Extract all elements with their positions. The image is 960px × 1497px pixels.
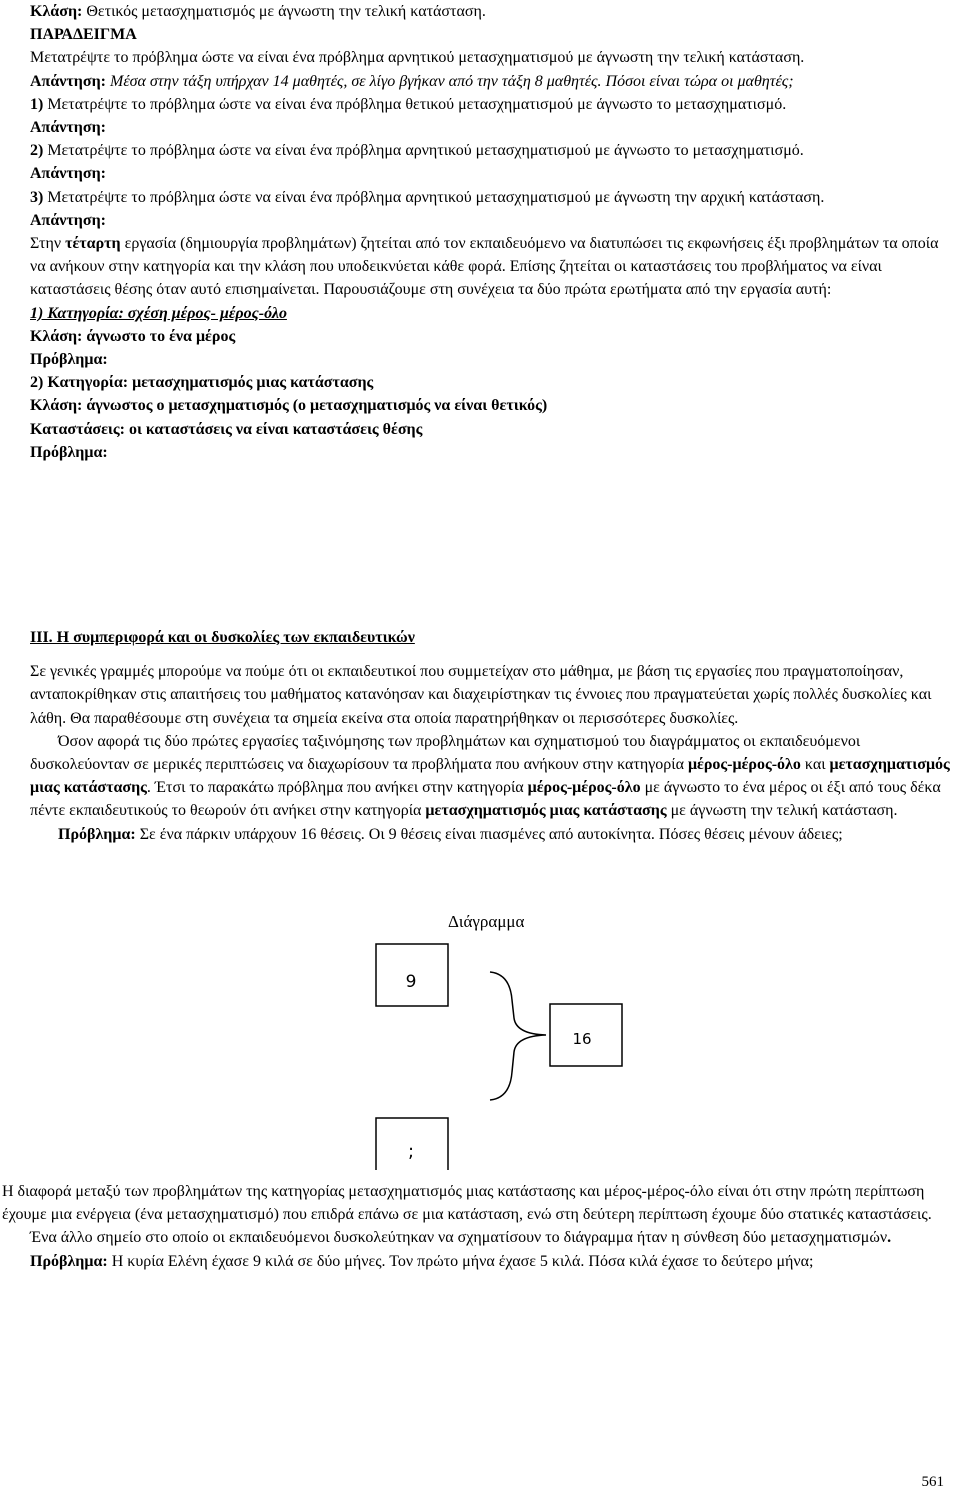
p2-b3: μέρος-μέρος-όλο (527, 779, 641, 797)
answer-3 (30, 209, 950, 232)
diagram-caption: Διάγραμμα (448, 912, 525, 931)
diagram-svg (340, 900, 700, 1170)
top-section (30, 0, 950, 464)
section-3-problem (30, 823, 950, 846)
item-2-states (30, 418, 950, 441)
question-1 (30, 93, 950, 116)
answer-2-label: Απάντηση: (30, 165, 106, 183)
question-3-text: Μετατρέψτε το πρόβλημα ώστε να είναι ένα πρόβλημα αρνητικού μετασχηματισμού με άγνωστη την αρχική κατάσταση. (43, 188, 825, 206)
item-1-class-text: Κλάση: άγνωστο το ένα μέρος (30, 327, 236, 345)
p2-f: με άγνωστη την τελική κατάσταση. (666, 802, 898, 820)
after-problem (30, 1250, 960, 1273)
p2-a: Όσον αφορά τις δύο πρώτες εργασίες ταξινόμησης των προβλημάτων και σχηματισμού του διαγράμματος οι εκπαιδευόμενοι δυσκολεύονταν σε μερικές περιπτώσεις να διαχωρίσουν τα προβλήματα που ανήκουν στην κατηγορία (30, 732, 861, 774)
answer-label: Απάντηση: (30, 72, 106, 90)
question-2-num: 2) (30, 142, 44, 160)
question-1-num: 1) (30, 95, 44, 113)
fourth-task-paragraph (30, 232, 950, 302)
p2-d: . Έτσι το παρακάτω πρόβλημα που ανήκει στην κατηγορία (146, 779, 528, 797)
fourth-p-rest: εργασία (δημιουργία προβλημάτων) ζητείται από τον εκπαιδευόμενο να διατυπώσει τις εκφωνήσεις έξι προβλημάτων τα οποία να ανήκουν στην κατηγορία και την κλάση που υποδεικνύεται κάθε φορά. Επίσης ζητείται οι καταστάσεις του προβλήματος να είναι καταστάσεις θέσης όταν αυτό επισημαίνεται. Παρουσιάζουμε στη συνέχεια τα δύο πρώτα ερωτήματα από την εργασία αυτή: (30, 235, 939, 299)
problem-label: Πρόβλημα: (58, 825, 136, 843)
question-1-text: Μετατρέψτε το πρόβλημα ώστε να είναι ένα πρόβλημα θετικού μετασχηματισμού με άγνωστο το μετασχηματισμό. (43, 95, 787, 113)
brace (490, 972, 546, 1100)
question-2 (30, 139, 950, 162)
box-whole-label: 16 (572, 1030, 592, 1048)
item-1-category-text: 1) Κατηγορία: σχέση μέρος- μέρος-όλο (30, 304, 287, 322)
after-p1: Η διαφορά μεταξύ των προβλημάτων της κατηγορίας μετασχηματισμός μιας κατάστασης και μέρος-μέρος-όλο είναι ότι στην πρώτη περίπτωση έχουμε μια ενέργεια (ένα μετασχηματισμό) που επιδρά επάνω σε μια κατάσταση, ενώ στη δεύτερη περίπτωση έχουμε δύο στατικές καταστάσεις. (2, 1183, 932, 1224)
question-2-text: Μετατρέψτε το πρόβλημα ώστε να είναι ένα πρόβλημα αρνητικού μετασχηματισμού με άγνωστο το μετασχηματισμό. (43, 142, 804, 160)
box-part-unknown-label: ; (407, 1141, 415, 1162)
after-p2-a: Ένα άλλο σημείο στο οποίο οι εκπαιδευόμενοι δυσκολεύτηκαν να σχηματίσουν το διάγραμμα ήταν η σύνθεση δύο μετασχηματισμών (30, 1229, 888, 1247)
after-diagram (2, 1180, 960, 1273)
item-1-problem-text: Πρόβλημα: (30, 351, 108, 369)
p2-c: και (800, 756, 830, 774)
question-3-num: 3) (30, 188, 44, 206)
item-2-problem-text: Πρόβλημα: (30, 443, 108, 461)
after-problem-text: Η κυρία Ελένη έχασε 9 κιλά σε δύο μήνες. Τον πρώτο μήνα έχασε 5 κιλά. Πόσα κιλά έχασε το δεύτερο μήνα; (107, 1252, 814, 1270)
item-2-states-text: Καταστάσεις: οι καταστάσεις να είναι καταστάσεις θέσης (30, 420, 423, 438)
item-2-category-text: 2) Κατηγορία: μετασχηματισμός μιας κατάστασης (30, 374, 374, 392)
item-1-class (30, 325, 950, 348)
example-heading (30, 23, 950, 46)
p2-b2: μετασχηματισμός μιας κατάστασης (30, 756, 950, 797)
answer-text: Μέσα στην τάξη υπήρχαν 14 μαθητές, σε λίγο βγήκαν από την τάξη 8 μαθητές. Πόσοι είναι τώρα οι μαθητές; (105, 72, 794, 90)
answer-1 (30, 116, 950, 139)
after-problem-label: Πρόβλημα: (30, 1252, 108, 1270)
item-1-category (30, 302, 950, 325)
answer-line (30, 70, 950, 93)
page-number: 561 (921, 1474, 944, 1490)
section-3-heading (30, 626, 950, 649)
class-text: Θετικός μετασχηματισμός με άγνωστη την τελική κατάσταση. (82, 3, 486, 20)
part-whole-diagram (340, 900, 700, 1170)
fourth-p-start: Στην (30, 235, 66, 253)
example-heading-text: ΠΑΡΑΔΕΙΓΜΑ (30, 26, 137, 44)
class-line (30, 0, 950, 23)
problem-text: Σε ένα πάρκιν υπάρχουν 16 θέσεις. Οι 9 θέσεις είναι πιασμένες από αυτοκίνητα. Πόσες θέσεις μένουν άδειες; (135, 825, 843, 843)
item-2-problem (30, 441, 950, 464)
section-3 (30, 626, 950, 846)
box-part-known-label: 9 (405, 972, 417, 992)
p2-b1: μέρος-μέρος-όλο (687, 756, 801, 774)
after-p2 (30, 1226, 960, 1249)
answer-3-label: Απάντηση: (30, 211, 106, 229)
section-3-heading-text: ΙΙΙ. Η συμπεριφορά και οι δυσκολίες των εκπαιδευτικών (30, 629, 415, 646)
section-3-p1: Σε γενικές γραμμές μπορούμε να πούμε ότι οι εκπαιδευτικοί που συμμετείχαν στο μάθημα, με βάση τις εργασίες που πραγματοποίησαν, ανταποκρίθηκαν στις απαιτήσεις του μαθήματος κατανόησαν και διαχειρίστηκαν τις έννοιες που πραγματεύεται χωρίς πολλές δυσκολίες και λάθη. Θα παραθέσουμε στη συνέχεια τα σημεία εκείνα στα οποία παρατηρήθηκαν οι περισσότερες δυσκολίες. (30, 663, 932, 727)
example-text: Μετατρέψτε το πρόβλημα ώστε να είναι ένα πρόβλημα αρνητικού μετασχηματισμού με άγνωστη την τελική κατάσταση. (30, 49, 805, 67)
item-2-category (30, 371, 950, 394)
fourth-p-bold: τέταρτη (65, 235, 121, 253)
item-2-class (30, 394, 950, 417)
after-p2-b: . (887, 1229, 892, 1247)
answer-2 (30, 162, 950, 185)
item-1-problem (30, 348, 950, 371)
p2-e: με άγνωστο το ένα μέρος οι έξι από τους δέκα πέντε εκπαιδευτικούς το θεωρούν ότι ανήκει στην κατηγορία (30, 779, 941, 820)
answer-1-label: Απάντηση: (30, 119, 106, 137)
item-2-class-text: Κλάση: άγνωστος ο μετασχηματισμός (ο μετασχηματισμός να είναι θετικός) (30, 397, 548, 415)
section-3-p2 (30, 730, 950, 823)
class-label: Κλάση: (30, 3, 83, 20)
p2-b4: μετασχηματισμός μιας κατάστασης (425, 802, 667, 820)
question-3 (30, 186, 950, 209)
